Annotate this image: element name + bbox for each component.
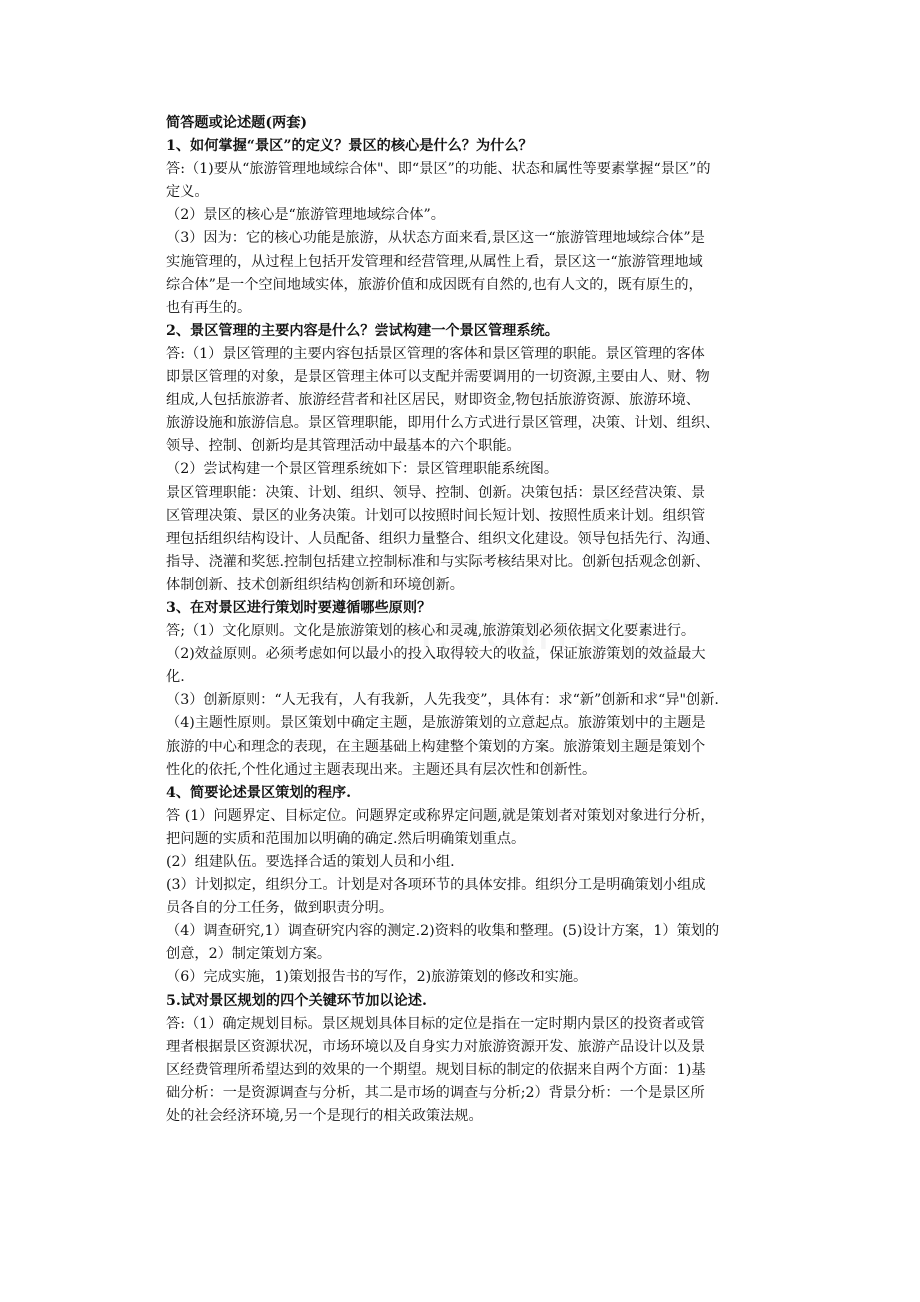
answer-line: 员各自的分工任务，做到职责分明。	[166, 900, 394, 917]
question-heading: 5.试对景区规划的四个关键环节加以论述.	[166, 992, 427, 1009]
answer-line: 性化的依托,个性化通过主题表现出来。主题还具有层次性和创新性。	[166, 761, 597, 778]
answer-line: 组成,人包括旅游者、旅游经营者和社区居民，财即资金,物包括旅游资源、旅游环境、	[166, 392, 700, 409]
answer-line: 区管理决策、景区的业务决策。计划可以按照时间长短计划、按照性质来计划。组织管	[166, 507, 706, 524]
answer-line: 也有再生的。	[166, 299, 252, 316]
answer-line: （6）完成实施，1)策划报告书的写作，2)旅游策划的修改和实施。	[166, 969, 588, 986]
answer-line: 答:（1）景区管理的主要内容包括景区管理的客体和景区管理的职能。景区管理的客体	[166, 345, 705, 362]
question-heading: 2、景区管理的主要内容是什么？尝试构建一个景区管理系统。	[166, 322, 559, 339]
answer-line: （4)主题性原则。景区策划中确定主题，是旅游策划的立意起点。旅游策划中的主题是	[166, 715, 706, 732]
answer-line: 础分析：一是资源调查与分析，其二是市场的调查与分析;2）背景分析：一个是景区所	[166, 1084, 705, 1101]
answer-line: 实施管理的，从过程上包括开发管理和经营管理,从属性上看，景区这一“旅游管理地域	[166, 253, 703, 270]
answer-line: （2)效益原则。必须考虑如何以最小的投入取得较大的收益，保证旅游策划的效益最大	[166, 646, 706, 663]
document-body	[166, 112, 786, 1128]
document-title: 简答题或论述题(两套)	[166, 115, 308, 131]
answer-line: 即景区管理的对象，是景区管理主体可以支配并需要调用的一切资源,主要由人、财、物	[166, 369, 710, 386]
answer-line: （3）因为：它的核心功能是旅游，从状态方面来看,景区这一“旅游管理地域综合体”是	[166, 230, 705, 247]
question-heading: 3、在对景区进行策划时要遵循哪些原则？	[166, 599, 432, 616]
answer-line: 答;（1）文化原则。文化是旅游策划的核心和灵魂,旅游策划必须依据文化要素进行。	[166, 623, 696, 640]
answer-line: （2）景区的核心是“旅游管理地域综合体”。	[166, 207, 445, 224]
answer-line: 旅游设施和旅游信息。景区管理职能，即用什么方式进行景区管理，决策、计划、组织、	[166, 415, 720, 432]
answer-line: 理包括组织结构设计、人员配备、组织力量整合、组织文化建设。领导包括先行、沟通、	[166, 530, 720, 547]
question-heading: 4、简要论述景区策划的程序.	[166, 784, 352, 801]
answer-line: 答 (1）问题界定、目标定位。问题界定或称界定问题,就是策划者对策划对象进行分析，	[166, 807, 715, 824]
answer-line: 答:（1)要从“旅游管理地域综合体"、即“景区”的功能、状态和属性等要素掌握“景区”的	[166, 161, 711, 178]
answer-line: 答:（1）确定规划目标。景区规划具体目标的定位是指在一定时期内景区的投资者或管	[166, 1015, 705, 1032]
document-lines	[166, 135, 786, 1128]
answer-line: 综合体”是一个空间地域实体，旅游价值和成因既有自然的,也有人文的，既有原生的，	[166, 276, 703, 293]
answer-line: 处的社会经济环境,另一个是现行的相关政策法规。	[166, 1108, 483, 1125]
answer-line: 景区管理职能：决策、计划、组织、领导、控制、创新。决策包括：景区经营决策、景	[166, 484, 706, 501]
answer-line: 把问题的实质和范围加以明确的确定.然后明确策划重点。	[166, 830, 526, 847]
answer-line: 定义。	[166, 184, 209, 201]
answer-line: 化.	[166, 669, 185, 686]
answer-line: （2）尝试构建一个景区管理系统如下：景区管理职能系统图。	[166, 461, 559, 478]
answer-line: 理者根据景区资源状况，市场环境以及自身实力对旅游资源开发、旅游产品设计以及景	[166, 1038, 706, 1055]
answer-line: (3）计划拟定，组织分工。计划是对各项环节的具体安排。组织分工是明确策划小组成	[166, 877, 706, 894]
answer-line: （3）创新原则：“人无我有，人有我新，人先我变”，具体有：求“新”创新和求“异"创新.	[166, 692, 719, 709]
answer-line: 指导、浇灌和奖惩.控制包括建立控制标准和与实际考核结果对比。创新包括观念创新、	[166, 553, 710, 570]
answer-line: 区经费管理所希望达到的效果的一个期望。规划目标的制定的依据来自两个方面：1)基	[166, 1061, 706, 1078]
answer-line: (2）组建队伍。要选择合适的策划人员和小组.	[166, 854, 455, 870]
answer-line: （4）调查研究,1）调查研究内容的测定.2)资料的收集和整理。(5)设计方案，1）策划的	[166, 923, 720, 940]
answer-line: 领导、控制、创新均是其管理活动中最基本的六个职能。	[166, 438, 521, 455]
question-heading: 1、如何掌握“景区”的定义？景区的核心是什么？为什么？	[166, 138, 533, 155]
answer-line: 旅游的中心和理念的表现，在主题基础上构建整个策划的方案。旅游策划主题是策划个	[166, 738, 706, 755]
answer-line: 创意，2）制定策划方案。	[166, 946, 332, 963]
answer-line: 体制创新、技术创新组织结构创新和环境创新。	[166, 576, 464, 593]
